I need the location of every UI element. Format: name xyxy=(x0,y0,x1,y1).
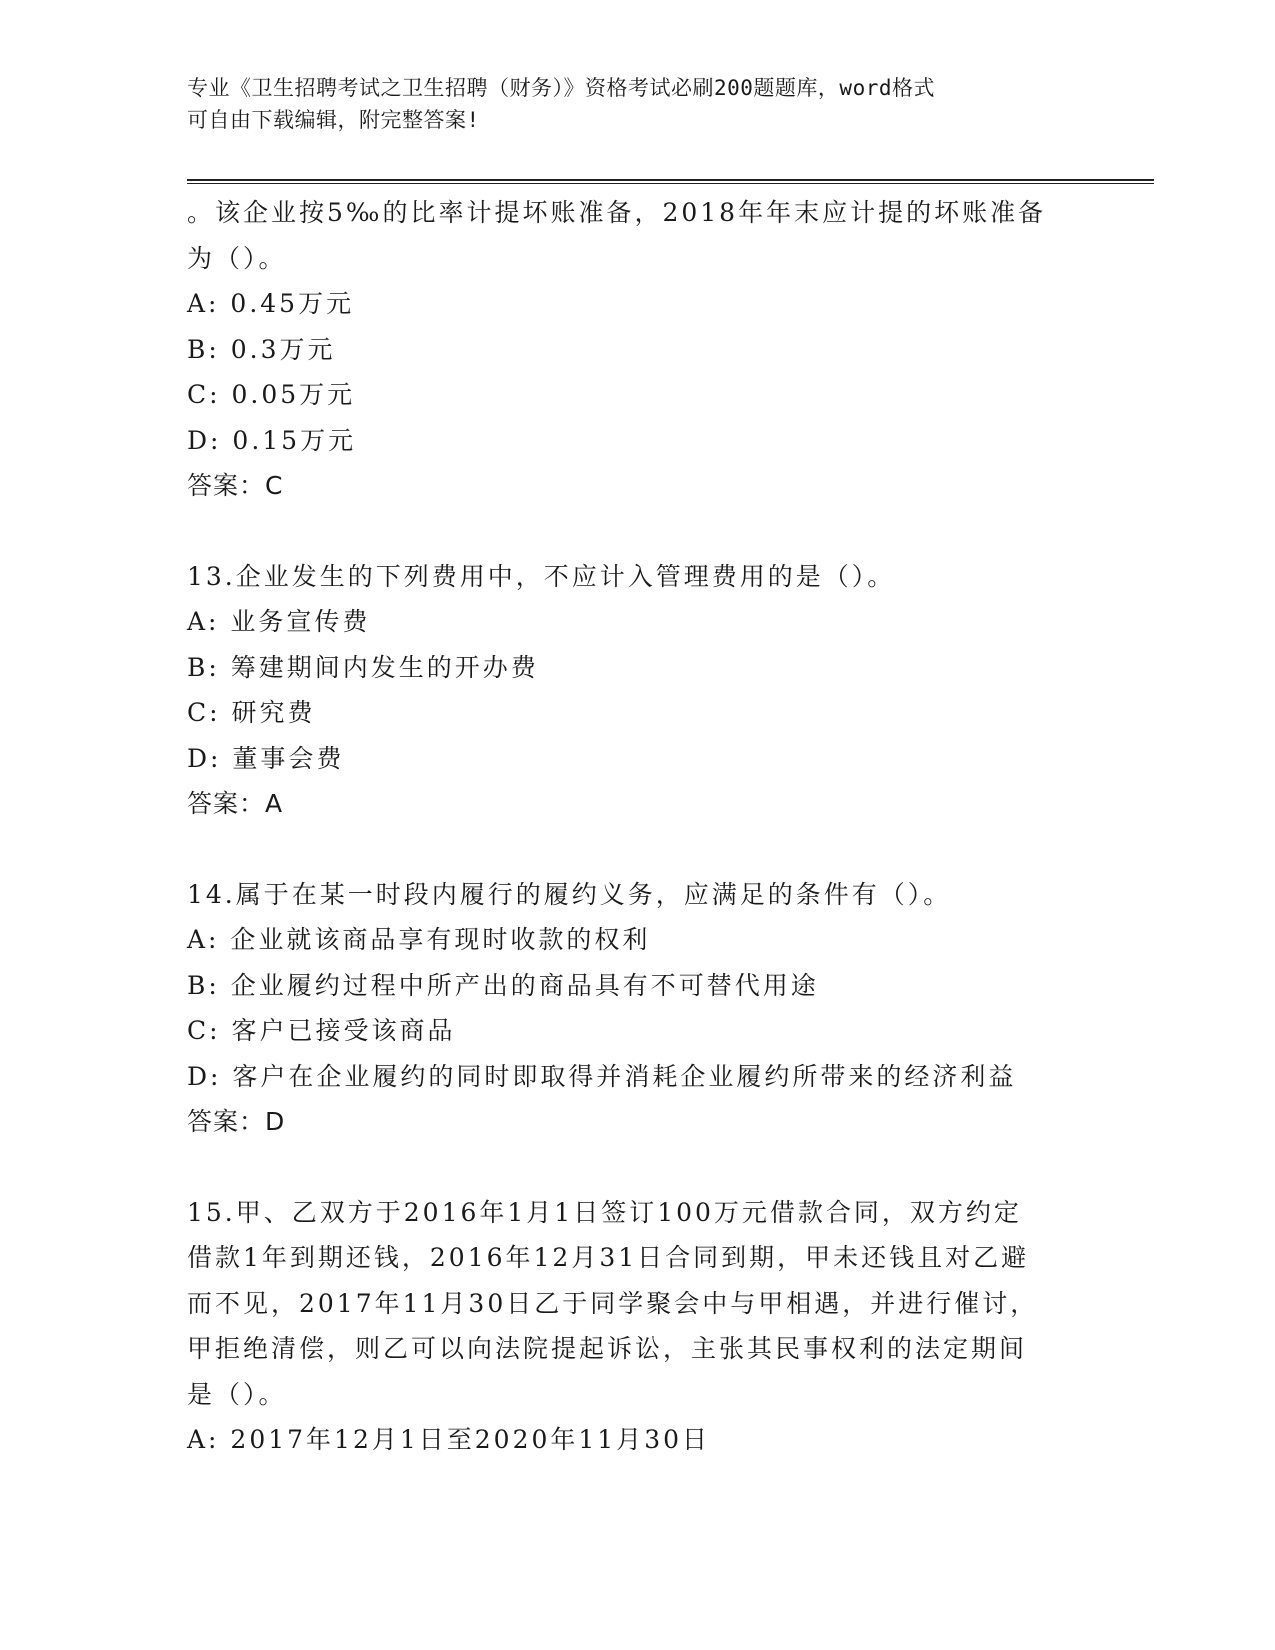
question-14 xyxy=(187,872,1087,1145)
answer: 答案：C xyxy=(187,471,284,500)
question-stem: 借款1年到期还钱，2016年12月31日合同到期，甲未还钱且对乙避 xyxy=(187,1243,1030,1272)
option-c: C: 客户已接受该商品 xyxy=(187,1016,456,1045)
header-divider xyxy=(187,179,1154,184)
header-title-line-2: 可自由下载编辑，附完整答案! xyxy=(187,108,480,132)
option-b: B: 筹建期间内发生的开办费 xyxy=(187,652,539,682)
question-12 xyxy=(187,190,1087,509)
question-stem: 是（）。 xyxy=(187,1379,287,1409)
question-stem: 。该企业按5‰的比率计提坏账准备，2018年年末应计提的坏账准备 xyxy=(187,198,1047,227)
question-stem: 14.属于在某一时段内履行的履约义务，应满足的条件有（）。 xyxy=(187,879,952,909)
option-b: B: 企业履约过程中所产出的商品具有不可替代用途 xyxy=(187,970,819,1000)
question-spacer xyxy=(187,509,1087,554)
question-15 xyxy=(187,1190,1087,1463)
option-c: C: 研究费 xyxy=(187,698,316,727)
option-d: D: 董事会费 xyxy=(187,743,345,773)
question-13 xyxy=(187,554,1087,827)
option-a: A: 0.45万元 xyxy=(187,289,355,318)
option-a: A: 业务宣传费 xyxy=(187,607,371,636)
option-d: D: 客户在企业履约的同时即取得并消耗企业履约所带来的经济利益 xyxy=(187,1061,1017,1091)
option-d: D: 0.15万元 xyxy=(187,425,357,455)
option-a: A: 企业就该商品享有现时收款的权利 xyxy=(187,925,651,954)
question-spacer xyxy=(187,1145,1087,1190)
question-stem: 为（）。 xyxy=(187,243,287,273)
question-stem: 13.企业发生的下列费用中，不应计入管理费用的是（）。 xyxy=(187,561,896,591)
question-stem: 甲拒绝清偿，则乙可以向法院提起诉讼，主张其民事权利的法定期间 xyxy=(187,1334,1028,1363)
header-title-line-1: 专业《卫生招聘考试之卫生招聘（财务）》资格考试必刷200题题库，word格式 xyxy=(187,76,935,100)
option-b: B: 0.3万元 xyxy=(187,334,336,364)
answer: 答案：A xyxy=(187,789,284,818)
answer: 答案：D xyxy=(187,1107,286,1136)
question-list xyxy=(187,190,1087,1463)
option-c: C: 0.05万元 xyxy=(187,380,356,409)
question-spacer xyxy=(187,827,1087,872)
question-stem: 而不见，2017年11月30日乙于同学聚会中与甲相遇，并进行催讨， xyxy=(187,1288,1039,1318)
document-header xyxy=(187,72,1087,136)
option-a: A: 2017年12月1日至2020年11月30日 xyxy=(187,1425,711,1454)
question-stem: 15.甲、乙双方于2016年1月1日签订100万元借款合同，双方约定 xyxy=(187,1197,1022,1227)
